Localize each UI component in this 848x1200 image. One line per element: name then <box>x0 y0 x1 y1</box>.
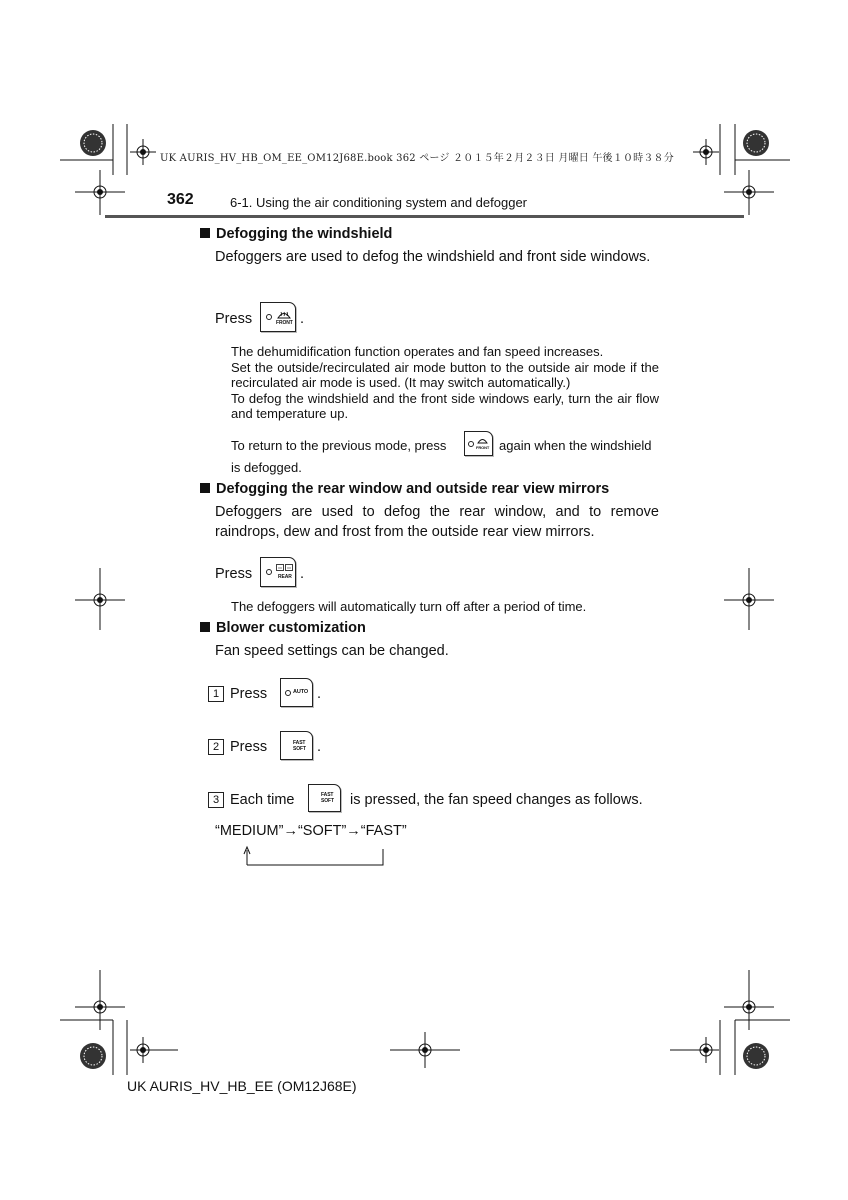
section-title: 6-1. Using the air conditioning system and defogger <box>230 195 528 210</box>
step-number: 2 <box>208 739 224 755</box>
step-3 <box>208 792 294 808</box>
rear-press-label: Press <box>215 566 253 582</box>
fast-soft-button[interactable] <box>280 731 313 760</box>
fan-speed-cycle: “MEDIUM”→“SOFT”→“FAST” <box>215 823 407 839</box>
square-bullet-icon <box>200 483 210 493</box>
step-number: 1 <box>208 686 224 702</box>
header-rule <box>105 215 744 218</box>
auto-button[interactable] <box>280 678 313 707</box>
step-3-text: Each time <box>230 792 295 808</box>
step-number: 3 <box>208 792 224 808</box>
indicator-light-icon <box>285 690 291 696</box>
soft-label: SOFT <box>293 746 306 752</box>
front-button-label: FRONT <box>276 320 293 326</box>
front-button-label-inline: FRONT <box>476 445 490 450</box>
heading-rear-defogger: Defogging the rear window and outside rear view mirrors <box>200 481 609 497</box>
square-bullet-icon <box>200 622 210 632</box>
rear-intro: Defoggers are used to defog the rear window, and to remove raindrops, dew and frost from the outside rear view mirrors. <box>215 504 659 540</box>
windshield-notes: The dehumidification function operates and fan speed increases. Set the outside/recirculated air mode button to the outside air mode if the recirculated air mode is used. (It may switch automatically.) To defog the windshield and the front side windows early, turn the air flow and temperature up. <box>231 344 659 422</box>
heading-windshield: Defogging the windshield <box>200 226 392 242</box>
return-text-post: again when the windshield <box>499 438 652 453</box>
return-text-pre: To return to the previous mode, press <box>231 438 447 453</box>
rear-note: The defoggers will automatically turn off after a period of time. <box>231 599 587 614</box>
rear-defogger-button[interactable] <box>260 557 296 587</box>
heading-blower-customization: Blower customization <box>200 620 366 636</box>
step-1-text: Press <box>230 686 268 702</box>
indicator-light-icon <box>266 314 272 320</box>
step-1-period: . <box>317 686 322 702</box>
windshield-defog-icon <box>477 436 488 444</box>
auto-button-label: AUTO <box>293 689 309 695</box>
fast-label-inline: FAST <box>321 792 334 798</box>
footer-model-code: UK AURIS_HV_HB_EE (OM12J68E) <box>127 1078 357 1094</box>
fast-label: FAST <box>293 740 306 746</box>
return-text-end: is defogged. <box>231 460 302 475</box>
step-2-text: Press <box>230 739 268 755</box>
windshield-press-label: Press <box>215 311 253 327</box>
front-defogger-button[interactable] <box>260 302 296 332</box>
fast-soft-button-inline[interactable] <box>308 784 341 812</box>
windshield-defog-icon <box>277 309 291 319</box>
front-defogger-button-inline[interactable] <box>464 431 493 456</box>
blower-intro: Fan speed settings can be changed. <box>215 643 449 659</box>
rear-defog-icon <box>276 564 293 572</box>
page-number: 362 <box>167 191 194 208</box>
rear-button-label: REAR <box>278 574 292 580</box>
step-2 <box>208 739 267 755</box>
step-1 <box>208 686 267 702</box>
step-3-post-text: is pressed, the fan speed changes as follows. <box>350 792 643 808</box>
indicator-light-icon <box>468 441 474 447</box>
windshield-press-period: . <box>300 311 305 327</box>
soft-label-inline: SOFT <box>321 798 334 804</box>
step-2-period: . <box>317 739 322 755</box>
print-header-line: UK AURIS_HV_HB_OM_EE_OM12J68E.book 362 ページ ２０１５年２月２３日 月曜日 午後１０時３８分 <box>160 153 674 164</box>
cycle-return-arrow-icon <box>240 845 390 869</box>
indicator-light-icon <box>266 569 272 575</box>
rear-press-period: . <box>300 566 305 582</box>
square-bullet-icon <box>200 228 210 238</box>
windshield-intro: Defoggers are used to defog the windshield and front side windows. <box>215 249 651 265</box>
